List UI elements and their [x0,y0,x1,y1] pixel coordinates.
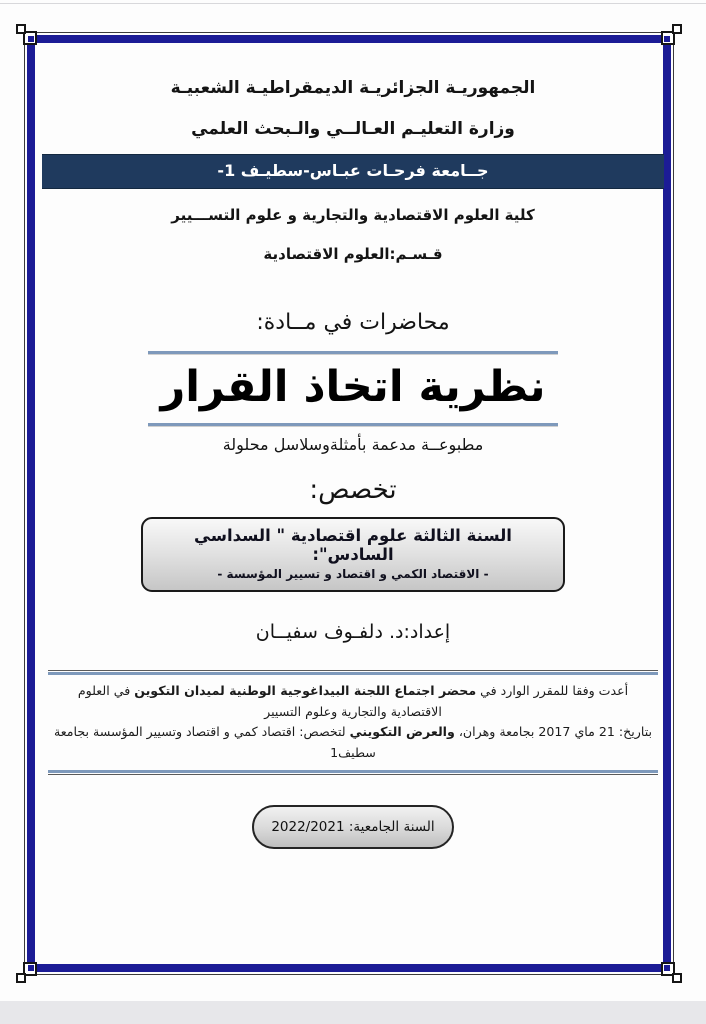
note-part: لتخصص: اقتصاد كمي و اقتصاد وتسيير المؤسسة بجامعة سطيف1 [53,724,376,760]
title-rule-top [148,351,559,354]
university-banner: جــامعة فرحـات عبـاس-سطيـف 1- [42,154,664,189]
note-part: بتاريخ: 21 ماي 2017 بجامعة وهران، [454,724,653,740]
ministry-line: وزارة التعليـم العـالــي والـبحث العلمي [191,119,515,139]
note-rule-top-thin [48,670,658,671]
academic-year-oval [252,805,454,849]
speciality-box [141,517,565,592]
note-part: أعدت وفقا للمقرر الوارد في [476,683,629,699]
lectures-in-subject-label: محاضرات في مــادة: [256,310,450,335]
border-corner-ornament [16,955,44,983]
border-corner-ornament [654,24,682,52]
subtitle: مطبوعــة مدعمة بأمثلةوسلاسل محلولة [222,435,484,455]
note-rule-bottom-thin [48,774,658,775]
border-corner-ornament [16,24,44,52]
scan-edge-line [0,3,706,4]
faculty-line: كلية العلوم الاقتصادية والتجارية و علوم التســـيير [171,206,535,224]
note-bold-part: محضر اجتماع اللجنة البيداغوجية الوطنية لميدان التكوين [134,683,477,699]
speciality-line2: - الاقتصاد الكمي و اقتصاد و تسيير المؤسسة - [217,567,489,582]
main-title: نظرية اتخاذ القرار [160,362,546,412]
note-part: في العلوم الاقتصادية والتجارية وعلوم التسيير [77,683,442,719]
speciality-line1: السنة الثالثة علوم اقتصادية " السداسي السادس": [194,526,512,565]
republic-line: الجمهوريـة الجزائريـة الديمقراطيـة الشعبيـة [170,78,536,98]
cover-content [42,44,664,849]
prepared-by-line: إعداد:د. دلفـوف سفيــان [255,621,451,644]
border-corner-ornament [654,955,682,983]
accreditation-note [48,670,658,775]
note-rule-bottom-thick [48,770,658,773]
note-bold-part: والعرض التكويني [349,724,455,740]
department-line: قـسـم:العلوم الاقتصادية [263,245,443,263]
academic-year-text: السنة الجامعية: 2022/2021 [271,818,435,835]
speciality-label: تخصص: [309,475,397,506]
title-rule-bottom [148,423,559,426]
accreditation-note-text [48,675,658,770]
